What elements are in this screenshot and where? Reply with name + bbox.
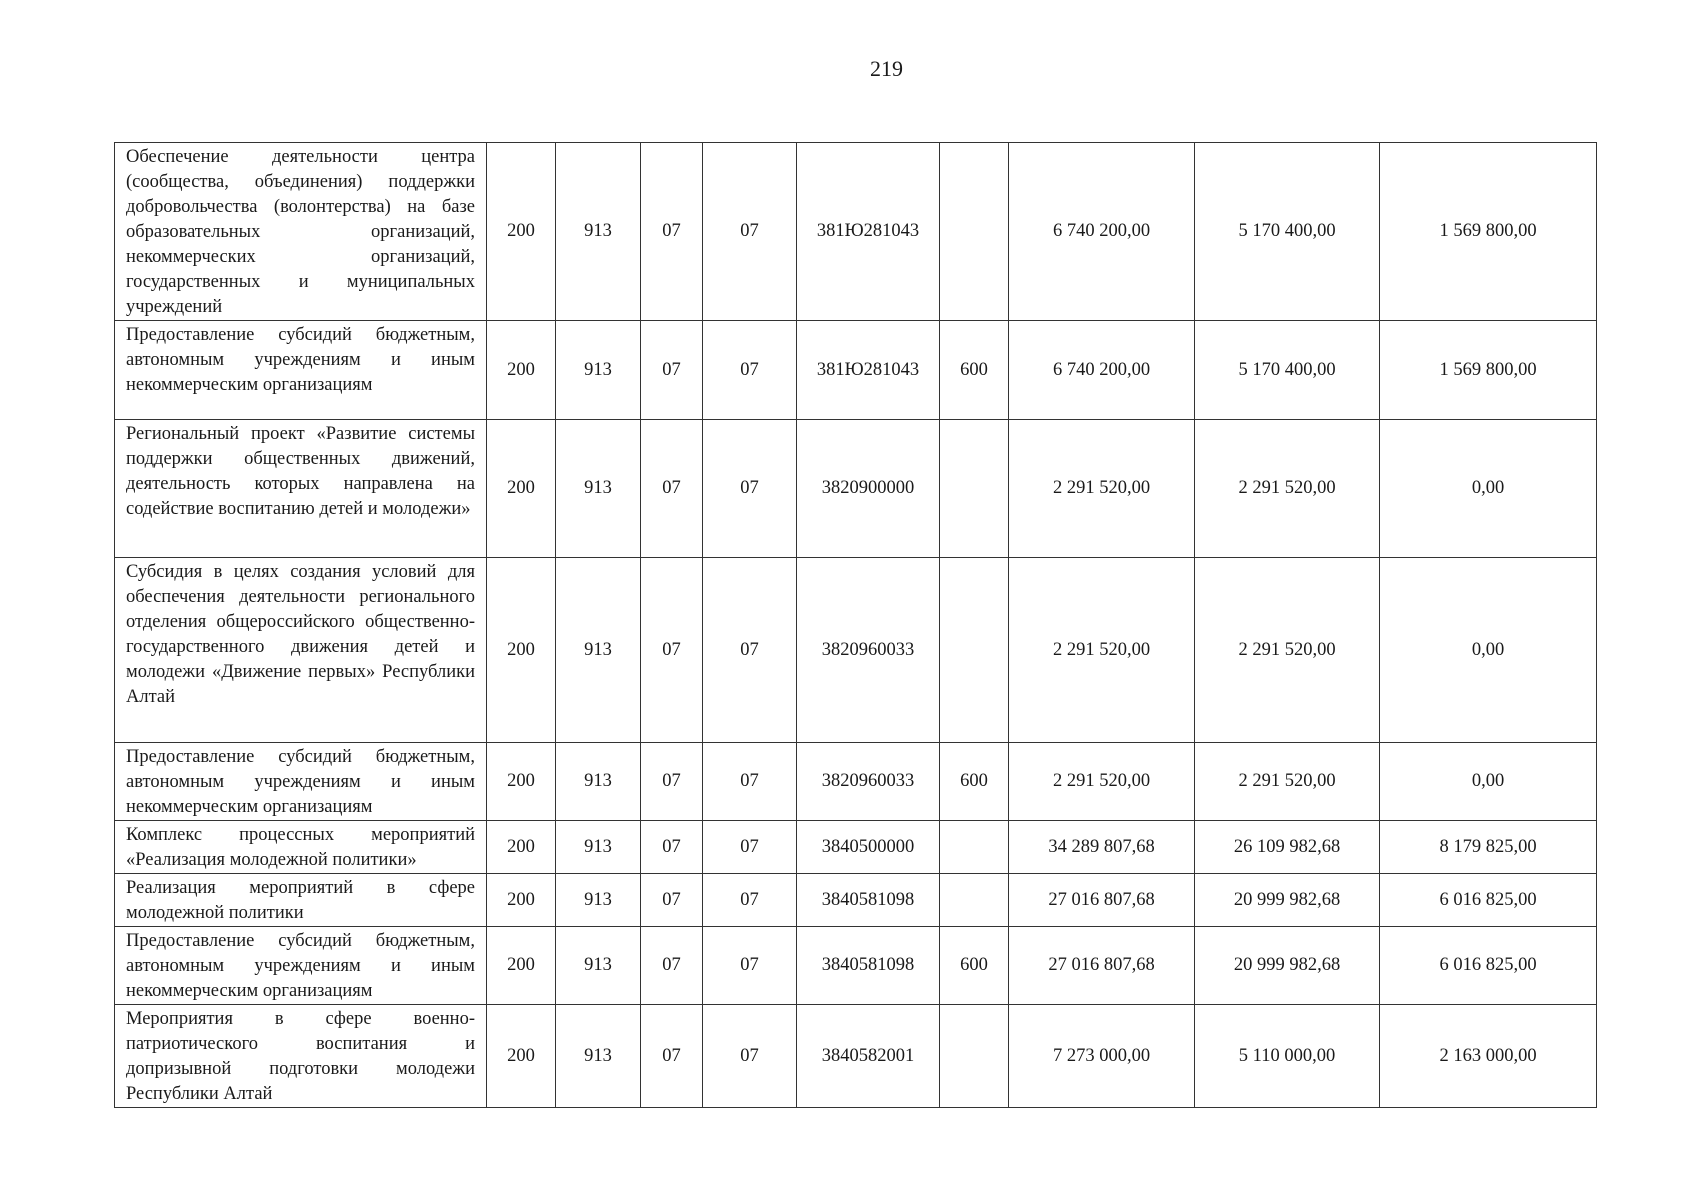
row-name: Предоставление субсидий бюджетным, автономным учреждениям и иным некоммерческим организациям <box>115 743 487 821</box>
row-amount-3: 1 569 800,00 <box>1380 143 1597 321</box>
row-department-code: 913 <box>556 420 641 558</box>
row-expense-type <box>940 821 1009 874</box>
row-group-code: 200 <box>487 1005 556 1108</box>
row-expense-type: 600 <box>940 927 1009 1005</box>
table-row <box>115 743 1597 821</box>
row-department-code: 913 <box>556 143 641 321</box>
row-target-article: 381Ю281043 <box>797 321 940 420</box>
row-target-article: 3820960033 <box>797 743 940 821</box>
row-section-code: 07 <box>641 143 703 321</box>
row-expense-type <box>940 1005 1009 1108</box>
row-amount-1: 2 291 520,00 <box>1009 420 1195 558</box>
row-expense-type <box>940 143 1009 321</box>
row-name: Реализация мероприятий в сфере молодежной политики <box>115 874 487 927</box>
row-amount-2: 5 170 400,00 <box>1195 143 1380 321</box>
row-group-code: 200 <box>487 927 556 1005</box>
row-amount-3: 6 016 825,00 <box>1380 927 1597 1005</box>
row-amount-1: 2 291 520,00 <box>1009 743 1195 821</box>
row-group-code: 200 <box>487 743 556 821</box>
table-row <box>115 874 1597 927</box>
row-expense-type: 600 <box>940 321 1009 420</box>
table-row <box>115 143 1597 321</box>
row-subsection-code: 07 <box>703 743 797 821</box>
row-amount-1: 34 289 807,68 <box>1009 821 1195 874</box>
table-row <box>115 927 1597 1005</box>
row-target-article: 3820960033 <box>797 558 940 743</box>
row-amount-3: 0,00 <box>1380 558 1597 743</box>
page-number: 219 <box>870 56 903 81</box>
row-department-code: 913 <box>556 558 641 743</box>
row-target-article: 3820900000 <box>797 420 940 558</box>
row-subsection-code: 07 <box>703 1005 797 1108</box>
row-amount-1: 7 273 000,00 <box>1009 1005 1195 1108</box>
row-amount-2: 20 999 982,68 <box>1195 927 1380 1005</box>
row-name: Предоставление субсидий бюджетным, автономным учреждениям и иным некоммерческим организациям <box>115 321 487 420</box>
row-amount-2: 2 291 520,00 <box>1195 420 1380 558</box>
row-section-code: 07 <box>641 558 703 743</box>
row-section-code: 07 <box>641 1005 703 1108</box>
row-amount-2: 2 291 520,00 <box>1195 743 1380 821</box>
row-section-code: 07 <box>641 874 703 927</box>
row-section-code: 07 <box>641 743 703 821</box>
row-subsection-code: 07 <box>703 420 797 558</box>
row-group-code: 200 <box>487 321 556 420</box>
row-department-code: 913 <box>556 821 641 874</box>
row-amount-3: 8 179 825,00 <box>1380 821 1597 874</box>
row-name: Предоставление субсидий бюджетным, автономным учреждениям и иным некоммерческим организациям <box>115 927 487 1005</box>
row-amount-2: 26 109 982,68 <box>1195 821 1380 874</box>
budget-table <box>114 142 1597 1108</box>
row-amount-2: 5 170 400,00 <box>1195 321 1380 420</box>
row-subsection-code: 07 <box>703 558 797 743</box>
row-expense-type <box>940 420 1009 558</box>
row-group-code: 200 <box>487 558 556 743</box>
row-amount-1: 6 740 200,00 <box>1009 321 1195 420</box>
row-section-code: 07 <box>641 420 703 558</box>
row-expense-type: 600 <box>940 743 1009 821</box>
row-group-code: 200 <box>487 143 556 321</box>
row-target-article: 3840581098 <box>797 927 940 1005</box>
row-department-code: 913 <box>556 743 641 821</box>
row-target-article: 3840581098 <box>797 874 940 927</box>
row-expense-type <box>940 558 1009 743</box>
row-name: Мероприятия в сфере военно-патриотического воспитания и допризывной подготовки молодежи Республики Алтай <box>115 1005 487 1108</box>
row-subsection-code: 07 <box>703 927 797 1005</box>
row-name: Субсидия в целях создания условий для обеспечения деятельности регионального отделения общероссийского общественно-государственного движения детей и молодежи «Движение первых» Республики Алтай <box>115 558 487 743</box>
row-subsection-code: 07 <box>703 874 797 927</box>
row-department-code: 913 <box>556 321 641 420</box>
row-amount-1: 2 291 520,00 <box>1009 558 1195 743</box>
row-department-code: 913 <box>556 1005 641 1108</box>
row-amount-2: 20 999 982,68 <box>1195 874 1380 927</box>
row-target-article: 381Ю281043 <box>797 143 940 321</box>
table-row <box>115 558 1597 743</box>
row-department-code: 913 <box>556 927 641 1005</box>
row-subsection-code: 07 <box>703 143 797 321</box>
row-section-code: 07 <box>641 927 703 1005</box>
row-amount-1: 6 740 200,00 <box>1009 143 1195 321</box>
row-group-code: 200 <box>487 821 556 874</box>
row-target-article: 3840582001 <box>797 1005 940 1108</box>
table-row <box>115 1005 1597 1108</box>
row-amount-2: 2 291 520,00 <box>1195 558 1380 743</box>
row-section-code: 07 <box>641 321 703 420</box>
table-row <box>115 821 1597 874</box>
row-name: Региональный проект «Развитие системы поддержки общественных движений, деятельность которых направлена на содействие воспитанию детей и молодежи» <box>115 420 487 558</box>
row-amount-1: 27 016 807,68 <box>1009 874 1195 927</box>
row-target-article: 3840500000 <box>797 821 940 874</box>
table-row <box>115 420 1597 558</box>
row-name: Комплекс процессных мероприятий «Реализация молодежной политики» <box>115 821 487 874</box>
row-subsection-code: 07 <box>703 321 797 420</box>
row-amount-2: 5 110 000,00 <box>1195 1005 1380 1108</box>
row-amount-3: 0,00 <box>1380 420 1597 558</box>
row-subsection-code: 07 <box>703 821 797 874</box>
row-section-code: 07 <box>641 821 703 874</box>
row-name: Обеспечение деятельности центра (сообщества, объединения) поддержки добровольчества (волонтерства) на базе образовательных организаций, некоммерческих организаций, государственных и муниципальных учреждений <box>115 143 487 321</box>
table-row <box>115 321 1597 420</box>
row-amount-3: 1 569 800,00 <box>1380 321 1597 420</box>
row-amount-3: 2 163 000,00 <box>1380 1005 1597 1108</box>
row-expense-type <box>940 874 1009 927</box>
row-amount-3: 6 016 825,00 <box>1380 874 1597 927</box>
row-group-code: 200 <box>487 420 556 558</box>
row-department-code: 913 <box>556 874 641 927</box>
row-group-code: 200 <box>487 874 556 927</box>
row-amount-3: 0,00 <box>1380 743 1597 821</box>
row-amount-1: 27 016 807,68 <box>1009 927 1195 1005</box>
